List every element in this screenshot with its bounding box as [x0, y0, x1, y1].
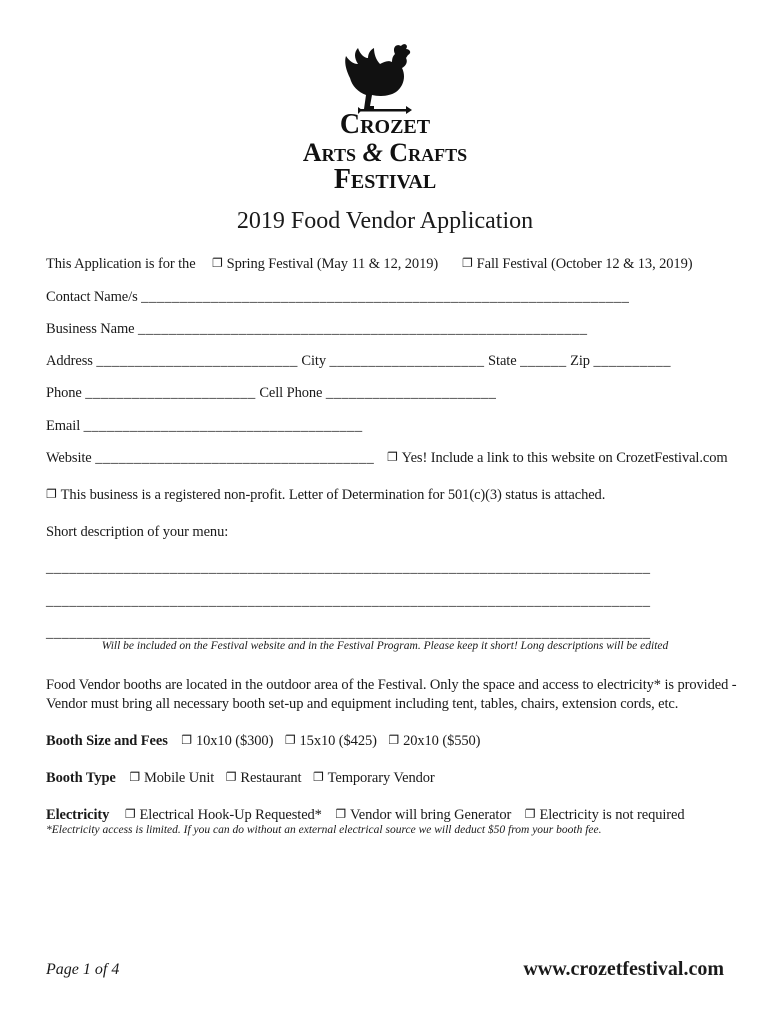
- booth-type-option-2[interactable]: ❐ Restaurant: [225, 770, 302, 786]
- checkbox-icon[interactable]: ❐: [129, 770, 140, 784]
- menu-line-2[interactable]: ______________________________________________________________________________: [46, 593, 651, 609]
- logo-line2: [300, 139, 470, 167]
- checkbox-icon[interactable]: ❐: [387, 450, 398, 464]
- business-name-field[interactable]: __________________________________________________________: [138, 321, 588, 337]
- spring-festival-label: Spring Festival (May 11 & 12, 2019): [226, 256, 439, 272]
- nonprofit-label: This business is a registered non-profit. Letter of Determination for 501(c)(3) status is attached.: [60, 487, 606, 503]
- state-field[interactable]: ______: [520, 353, 567, 369]
- booth-size-option-3[interactable]: ❐ 20x10 ($550): [388, 733, 481, 749]
- checkbox-icon[interactable]: ❐: [388, 733, 400, 747]
- contact-name-row: [46, 289, 629, 306]
- website-label: Website: [46, 450, 92, 466]
- festival-logo: [300, 40, 470, 195]
- booth-size-option-2[interactable]: ❐ 15x10 ($425): [284, 733, 377, 749]
- logo-arts: Arts: [302, 138, 357, 167]
- logo-crafts: Crafts: [389, 138, 468, 167]
- business-name-label: Business Name: [46, 321, 135, 337]
- zip-label: Zip: [570, 353, 590, 369]
- fall-festival-label: Fall Festival (October 12 & 13, 2019): [476, 256, 693, 272]
- logo-line3: Festival: [333, 164, 437, 195]
- electricity-option-3[interactable]: ❐ Electricity is not required: [524, 807, 685, 823]
- electricity-option-1[interactable]: ❐ Electrical Hook-Up Requested*: [124, 807, 322, 823]
- page-number: Page 1 of 4: [46, 961, 120, 978]
- menu-note: Will be included on the Festival website and in the Festival Program. Please keep it short! Long descriptions will be edited: [101, 640, 669, 652]
- address-label: Address: [46, 353, 93, 369]
- menu-label: Short description of your menu:: [46, 524, 229, 540]
- rooster-icon: [300, 40, 470, 120]
- checkbox-icon[interactable]: ❐: [212, 256, 223, 270]
- email-field[interactable]: ____________________________________: [83, 418, 363, 434]
- checkbox-icon[interactable]: ❐: [312, 770, 324, 784]
- website-link-label: Yes! Include a link to this website on CrozetFestival.com: [401, 450, 728, 466]
- address-field[interactable]: __________________________: [96, 353, 298, 369]
- spring-festival-option[interactable]: [212, 256, 438, 273]
- cell-phone-label: Cell Phone: [259, 385, 323, 401]
- checkbox-icon[interactable]: ❐: [46, 487, 57, 501]
- checkbox-icon[interactable]: ❐: [335, 807, 347, 821]
- checkbox-icon[interactable]: ❐: [225, 770, 237, 784]
- address-row: [46, 353, 671, 370]
- application-for-label: This Application is for the: [46, 256, 196, 272]
- website-field[interactable]: ____________________________________: [95, 450, 375, 466]
- booth-size-label: Booth Size and Fees: [46, 733, 168, 749]
- cell-phone-field[interactable]: ______________________: [325, 385, 497, 401]
- booth-type-row: [46, 770, 435, 787]
- checkbox-icon[interactable]: ❐: [284, 733, 296, 747]
- email-label: Email: [46, 418, 81, 434]
- nonprofit-option[interactable]: [46, 487, 605, 504]
- contact-name-field[interactable]: _______________________________________________________________: [141, 289, 630, 305]
- city-label: City: [301, 353, 326, 369]
- booth-type-option-3[interactable]: ❐ Temporary Vendor: [312, 770, 435, 786]
- electricity-option-2[interactable]: ❐ Vendor will bring Generator: [335, 807, 512, 823]
- booth-info-line2: Vendor must bring all necessary booth set-up and equipment including tent, tables, chairs, extension cords, etc.: [46, 696, 679, 712]
- state-label: State: [488, 353, 517, 369]
- email-row: [46, 418, 363, 435]
- application-for-row: [46, 256, 196, 273]
- booth-size-option-1[interactable]: ❐ 10x10 ($300): [181, 733, 274, 749]
- contact-name-label: Contact Name/s: [46, 289, 138, 305]
- checkbox-icon[interactable]: ❐: [524, 807, 536, 821]
- logo-amp: &: [362, 138, 383, 167]
- fall-festival-option[interactable]: [462, 256, 692, 273]
- website-row: [46, 450, 374, 467]
- menu-line-3[interactable]: ______________________________________________________________________________: [46, 625, 651, 641]
- footer-url[interactable]: www.crozetfestival.com: [523, 958, 724, 980]
- phone-label: Phone: [46, 385, 82, 401]
- booth-type-option-1[interactable]: ❐ Mobile Unit: [129, 770, 215, 786]
- checkbox-icon[interactable]: ❐: [124, 807, 136, 821]
- booth-size-row: [46, 733, 480, 750]
- booth-info-line1: Food Vendor booths are located in the outdoor area of the Festival. Only the space and access to electricity* is provided -: [46, 677, 737, 693]
- booth-type-label: Booth Type: [46, 770, 116, 786]
- electricity-row: [46, 807, 685, 824]
- phone-row: [46, 385, 496, 402]
- menu-line-1[interactable]: ______________________________________________________________________________: [46, 560, 651, 576]
- business-name-row: [46, 321, 588, 338]
- checkbox-icon[interactable]: ❐: [181, 733, 192, 747]
- electricity-label: Electricity: [46, 807, 110, 823]
- page-title: 2019 Food Vendor Application: [236, 208, 534, 234]
- phone-field[interactable]: ______________________: [85, 385, 256, 401]
- checkbox-icon[interactable]: ❐: [462, 256, 473, 270]
- electricity-note: *Electricity access is limited. If you can do without an external electrical source we will deduct $50 from your booth fee.: [46, 824, 602, 836]
- city-field[interactable]: ____________________: [329, 353, 485, 369]
- website-link-option[interactable]: [387, 450, 728, 467]
- zip-field[interactable]: __________: [593, 353, 671, 369]
- logo-line1: Crozet: [339, 109, 431, 140]
